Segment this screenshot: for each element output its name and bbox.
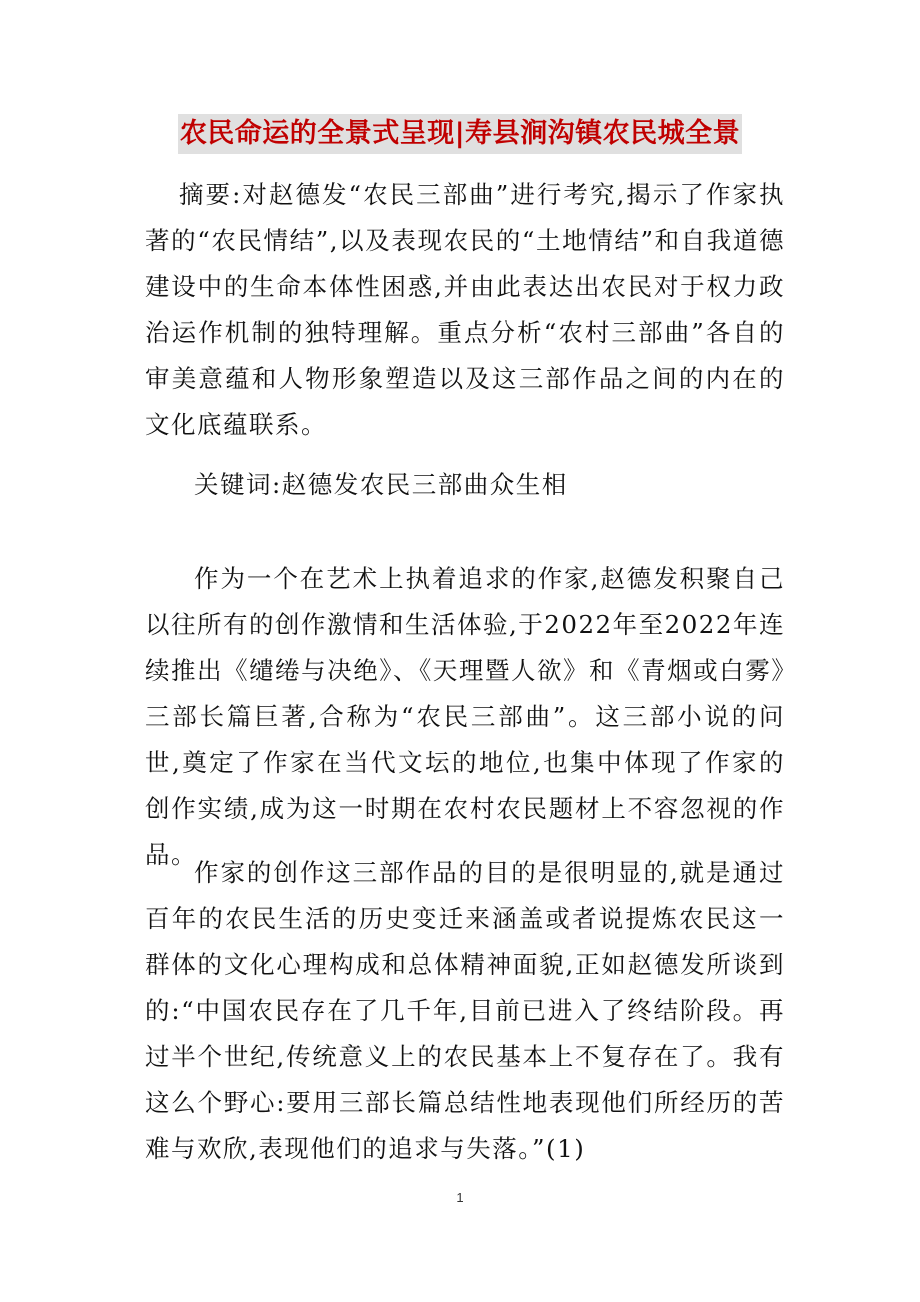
title-container [0,114,920,154]
page-number: 1 [456,1190,464,1205]
keywords-line: 关键词:赵德发农民三部曲众生相 [194,470,568,499]
body-paragraph-1: 作为一个在艺术上执着追求的作家,赵德发积聚自己以往所有的创作激情和生活体验,于2022年至2022年连续推出《缱绻与决绝》、《天理暨人欲》和《青烟或白雾》三部长篇巨著,合称为“农民三部曲”。这三部小说的问世,奠定了作家在当代文坛的地位,也集中体现了作家的创作实绩,成为这一时期在农村农民题材上不容忽视的作品。 [145,564,785,869]
body-paragraph-2: 作家的创作这三部作品的目的是很明显的,就是通过百年的农民生活的历史变迁来涵盖或者说提炼农民这一群体的文化心理构成和总体精神面貌,正如赵德发所谈到的:“中国农民存在了几千年,目前已进入了终结阶段。再过半个世纪,传统意义上的农民基本上不复存在了。我有这么个野心:要用三部长篇总结性地表现他们所经历的苦难与欢欣,表现他们的追求与失落。”(1) [145,858,785,1163]
document-title: 农民命运的全景式呈现|寿县涧沟镇农民城全景 [178,114,742,154]
abstract-paragraph: 摘要:对赵德发“农民三部曲”进行考究,揭示了作家执著的“农民情结”,以及表现农民的“土地情结”和自我道德建设中的生命本体性困惑,并由此表达出农民对于权力政治运作机制的独特理解。重点分析“农村三部曲”各自的审美意蕴和人物形象塑造以及这三部作品之间的内在的文化底蕴联系。 [145,180,785,439]
